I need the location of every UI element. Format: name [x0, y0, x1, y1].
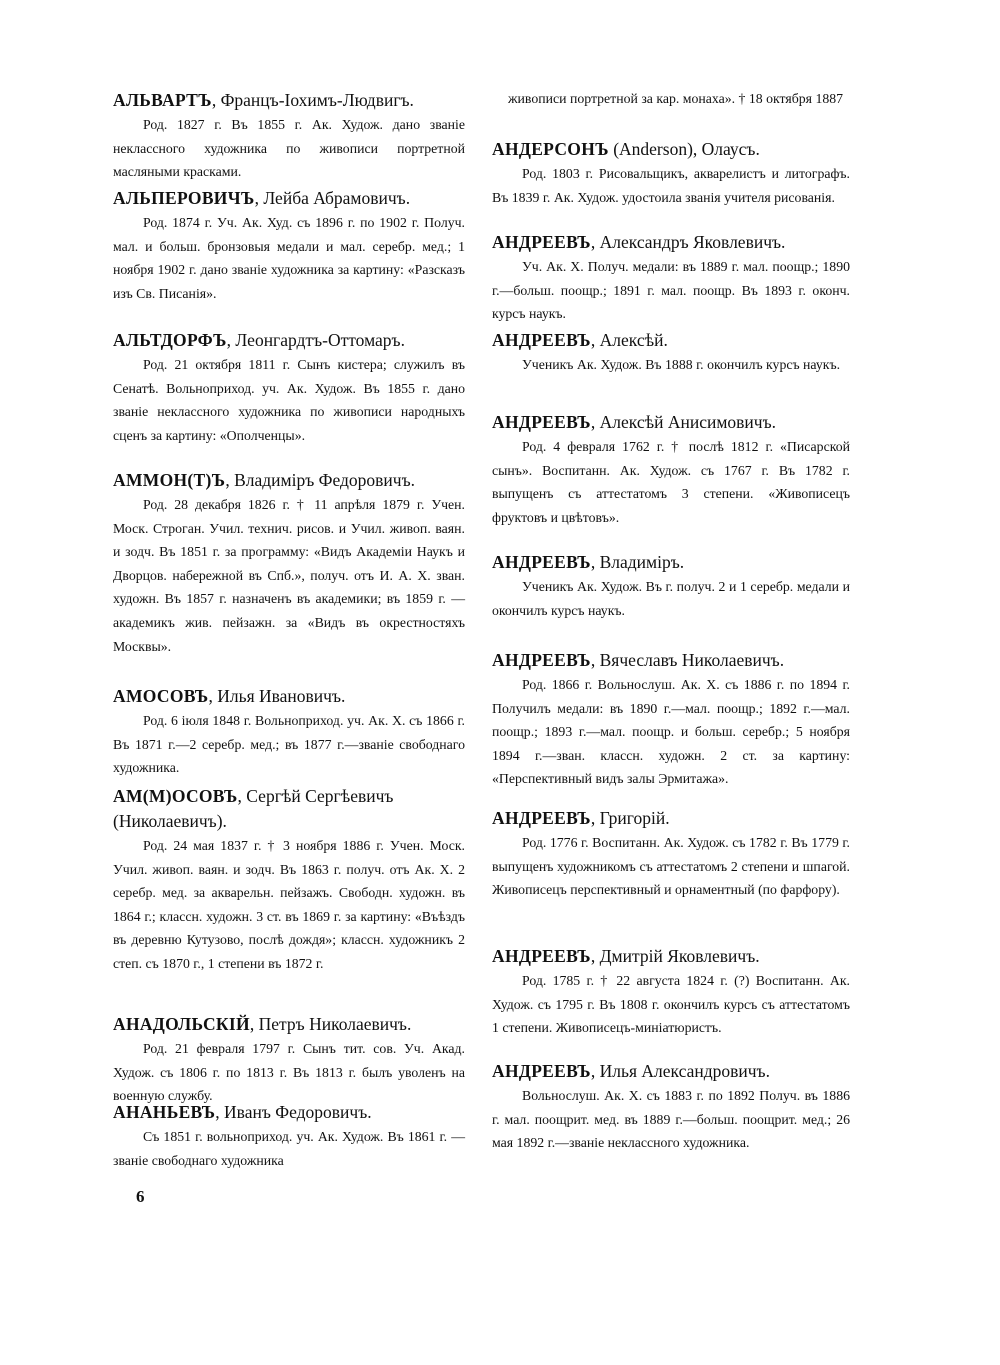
entry: [113, 784, 465, 976]
entry-given-name: Алексѣй.: [599, 330, 668, 350]
entry: [492, 137, 850, 209]
entry-surname: АНДРЕЕВЪ: [492, 650, 591, 670]
entry-surname: АНАДОЛЬСКІЙ: [113, 1014, 250, 1034]
entry-surname: АНДЕРСОНЪ: [492, 139, 609, 159]
entry-given-name: Лейба Абрамовичъ.: [263, 188, 411, 208]
entry-heading: АНДРЕЕВЪ, Вячеславъ Николаевичъ.: [492, 650, 785, 670]
page-number: 6: [136, 1187, 145, 1206]
entry-heading: АНДРЕЕВЪ, Илья Александровичъ.: [492, 1061, 770, 1081]
entry-given-name: Леонгардтъ-Оттомаръ.: [235, 330, 405, 350]
entry: [113, 684, 465, 780]
entry-heading: АМОСОВЪ, Илья Ивановичъ.: [113, 686, 346, 706]
entry-heading: АНДРЕЕВЪ, Владиміръ.: [492, 552, 685, 572]
entry-heading: АЛЬВАРТЪ, Францъ-Іохимъ-Людвигъ.: [113, 90, 414, 110]
entry-surname: АНДРЕЕВЪ: [492, 808, 591, 828]
entry-given-name: Алексѣй Анисимовичъ.: [599, 412, 777, 432]
entry-heading: АНДРЕЕВЪ, Александръ Яковлевичъ.: [492, 232, 786, 252]
entry-text: Уч. Ак. Х. Получ. медали: въ 1889 г. мал. поощр.; 1890 г.—больш. поощр.; 1891 г. мал. поощр. Въ 1893 г. оконч. курсъ наукъ.: [492, 259, 850, 322]
entry-heading: [492, 137, 850, 162]
entry-surname: АНДРЕЕВЪ: [492, 412, 591, 432]
entry-surname: АНАНЬЕВЪ: [113, 1102, 216, 1122]
entry-heading: АНДРЕЕВЪ, Григорій.: [492, 808, 670, 828]
entry-text: Род. 4 февраля 1762 г. † послѣ 1812 г. «Писарской сынъ». Воспитанн. Ак. Худож. съ 1767 г. Въ 1782 г. выпущенъ съ аттестатомъ 3 степени. «Живописецъ фруктовъ и цвѣтовъ».: [492, 439, 850, 525]
entry: [492, 806, 850, 902]
continuation-text: живописи портретной за кар. монаха». † 18 октября 1887: [508, 91, 844, 106]
entry: [492, 410, 850, 529]
entry-text: Род. 1803 г. Рисовальщикъ, акварелистъ и литографъ. Въ 1839 г. Ак. Худож. удостоила званія учителя рисованія.: [492, 166, 850, 205]
entry-heading: АЛЬТДОРФЪ, Леонгардтъ-Оттомаръ.: [113, 330, 405, 350]
entry-text: Род. 1866 г. Вольнослуш. Ак. Х. съ 1886 г. по 1894 г. Получилъ медали: въ 1890 г.—мал. поощр.; 1892 г.—мал. поощр.; 1893 г.—мал. поощр. и больш. серебр.; 5 ноября 1894 г.—зван. классн. художн. 2 ст. за картину: «Перспективный видъ залы Эрмитажа».: [492, 677, 850, 787]
entry-given-name: Владиміръ.: [599, 552, 685, 572]
entry-text: Ученикъ Ак. Худож. Въ 1888 г. окончилъ курсъ наукъ.: [522, 357, 841, 372]
entry-heading: АНАДОЛЬСКІЙ, Петръ Николаевичъ.: [113, 1014, 412, 1034]
entry: [492, 550, 850, 622]
entry-surname: АЛЬВАРТЪ: [113, 90, 212, 110]
entry-surname: АНДРЕЕВЪ: [492, 330, 591, 350]
entry-text: Род. 1785 г. † 22 августа 1824 г. (?) Воспитанн. Ак. Худож. съ 1795 г. Въ 1808 г. окончилъ курсъ съ аттестатомъ 1 степени. Живописецъ-миніатюристъ.: [492, 973, 850, 1036]
entry: [492, 328, 850, 377]
entry-given-name: Францъ-Іохимъ-Людвигъ.: [220, 90, 414, 110]
entry-heading: АЛЬПЕРОВИЧЪ, Лейба Абрамовичъ.: [113, 188, 411, 208]
entry-given-name: Сергѣй Сергѣевичъ (Николаевичъ).: [113, 786, 394, 831]
entry-surname: АММОН(Т)Ъ: [113, 470, 226, 490]
entry-text: Род. 1827 г. Въ 1855 г. Ак. Худож. дано званіе неклассного художника по живописи портретной масляными красками.: [113, 117, 465, 180]
entry-heading: АНДРЕЕВЪ, Алексѣй Анисимовичъ.: [492, 412, 777, 432]
entry-heading: АНДРЕЕВЪ, Дмитрій Яковлевичъ.: [492, 946, 760, 966]
entry: [492, 230, 850, 326]
entry-text: Род. 21 октября 1811 г. Сынъ кистера; служилъ въ Сенатѣ. Вольноприход. уч. Ак. Худож. Въ 1855 г. дано званіе неклассного художника по живописи народныхъ сценъ за картину: «Ополченцы».: [113, 357, 465, 443]
entry: [113, 1012, 465, 1108]
entry-surname: АЛЬТДОРФЪ: [113, 330, 227, 350]
entry-given-name: Григорій.: [599, 808, 670, 828]
entry: [113, 328, 465, 447]
entry-surname: АМОСОВЪ: [113, 686, 209, 706]
entry-given-name: Петръ Николаевичъ.: [258, 1014, 412, 1034]
entry-heading: АМ(М)ОСОВЪ, Сергѣй Сергѣевичъ (Николаевичъ).: [113, 786, 394, 831]
entry: [113, 186, 465, 305]
entry-heading: АНДРЕЕВЪ, Алексѣй.: [492, 330, 668, 350]
entry-given-name: Александръ Яковлевичъ.: [599, 232, 786, 252]
entry-surname: АНДРЕЕВЪ: [492, 232, 591, 252]
entry-text: Ученикъ Ак. Худож. Въ г. получ. 2 и 1 серебр. медали и окончилъ курсъ наукъ.: [492, 579, 850, 618]
entry-text: Род. 24 мая 1837 г. † 3 ноября 1886 г. Учен. Моск. Учил. живоп. ваян. и зодч. Въ 1863 г. получ. отъ Ак. Х. 2 серебр. мед. за акварельн. пейзажъ. Свободн. художн. въ 1864 г.; классн. художн. 3 ст. въ 1869 г. за картину: «Въѣздъ въ деревню Кутузово, послѣ дождя»; классн. художникъ 2 степ. съ 1870 г., 1 степени въ 1872 г.: [113, 838, 465, 971]
entry-text: Род. 1776 г. Воспитанн. Ак. Худож. съ 1782 г. Въ 1779 г. выпущенъ художникомъ съ аттестатомъ 2 степени и шпагой. Живописецъ перспективный и орнаментный (по фарфору).: [492, 835, 850, 898]
entry: [492, 944, 850, 1040]
entry-text: Вольнослуш. Ак. Х. съ 1883 г. по 1892 Получ. въ 1886 г. мал. поощрит. мед. въ 1889 г.—больш. поощрит. мед.; 26 мая 1892 г.—званіе неклассного художника.: [492, 1088, 850, 1151]
entry-surname: АНДРЕЕВЪ: [492, 946, 591, 966]
entry: [113, 88, 465, 184]
entry-surname: АНДРЕЕВЪ: [492, 552, 591, 572]
entry: [113, 468, 465, 658]
entry-text: Род. 21 февраля 1797 г. Сынъ тит. сов. Уч. Акад. Худож. съ 1806 г. по 1813 г. Въ 1813 г. былъ уволенъ на военную службу.: [113, 1041, 465, 1104]
entry-text: Съ 1851 г. вольноприход. уч. Ак. Худож. Въ 1861 г. — званіе свободнаго художника: [113, 1129, 465, 1168]
entry: [492, 1059, 850, 1155]
entry-heading: АММОН(Т)Ъ, Владиміръ Федоровичъ.: [113, 470, 415, 490]
entry-text: Род. 28 декабря 1826 г. † 11 апрѣля 1879 г. Учен. Моск. Строган. Учил. технич. рисов. и Учил. живоп. ваян. и зодч. Въ 1851 г. за программу: «Видъ Академіи Наукъ и Дворцов. набережной въ Спб.», получ. отъ И. А. Х. зван. художн. Въ 1857 г. назначенъ въ академики; въ 1859 г. — академикъ жив. пейзажн. за «Видъ въ окрестностяхъ Москвы».: [113, 497, 465, 654]
entry-surname: АНДРЕЕВЪ: [492, 1061, 591, 1081]
entry-given-name: Иванъ Федоровичъ.: [224, 1102, 372, 1122]
entry-given-name: Илья Александровичъ.: [599, 1061, 770, 1081]
entry-surname: АМ(М)ОСОВЪ: [113, 786, 238, 806]
entry-text: Род. 6 іюля 1848 г. Вольноприход. уч. Ак. Х. съ 1866 г. Въ 1871 г.—2 серебр. мед.; въ 1877 г.—званіе свободнаго художника.: [113, 713, 465, 776]
entry: [492, 648, 850, 791]
entry-heading: АНАНЬЕВЪ, Иванъ Федоровичъ.: [113, 1102, 372, 1122]
entry-given-name: Илья Ивановичъ.: [217, 686, 346, 706]
entry-given-name: Вячеславъ Николаевичъ.: [599, 650, 785, 670]
entry-given-name: (Anderson), Олаусъ.: [613, 139, 760, 159]
entry-given-name: Владиміръ Федоровичъ.: [234, 470, 415, 490]
entry-text: Род. 1874 г. Уч. Ак. Худ. съ 1896 г. по 1902 г. Получ. мал. и больш. бронзовыя медали и мал. серебр. мед.; 1 ноября 1902 г. дано званіе художника за картину: «Разсказъ изъ Св. Писанія».: [113, 215, 465, 301]
entry: [113, 1100, 465, 1172]
entry-surname: АЛЬПЕРОВИЧЪ: [113, 188, 255, 208]
entry-given-name: Дмитрій Яковлевичъ.: [599, 946, 760, 966]
